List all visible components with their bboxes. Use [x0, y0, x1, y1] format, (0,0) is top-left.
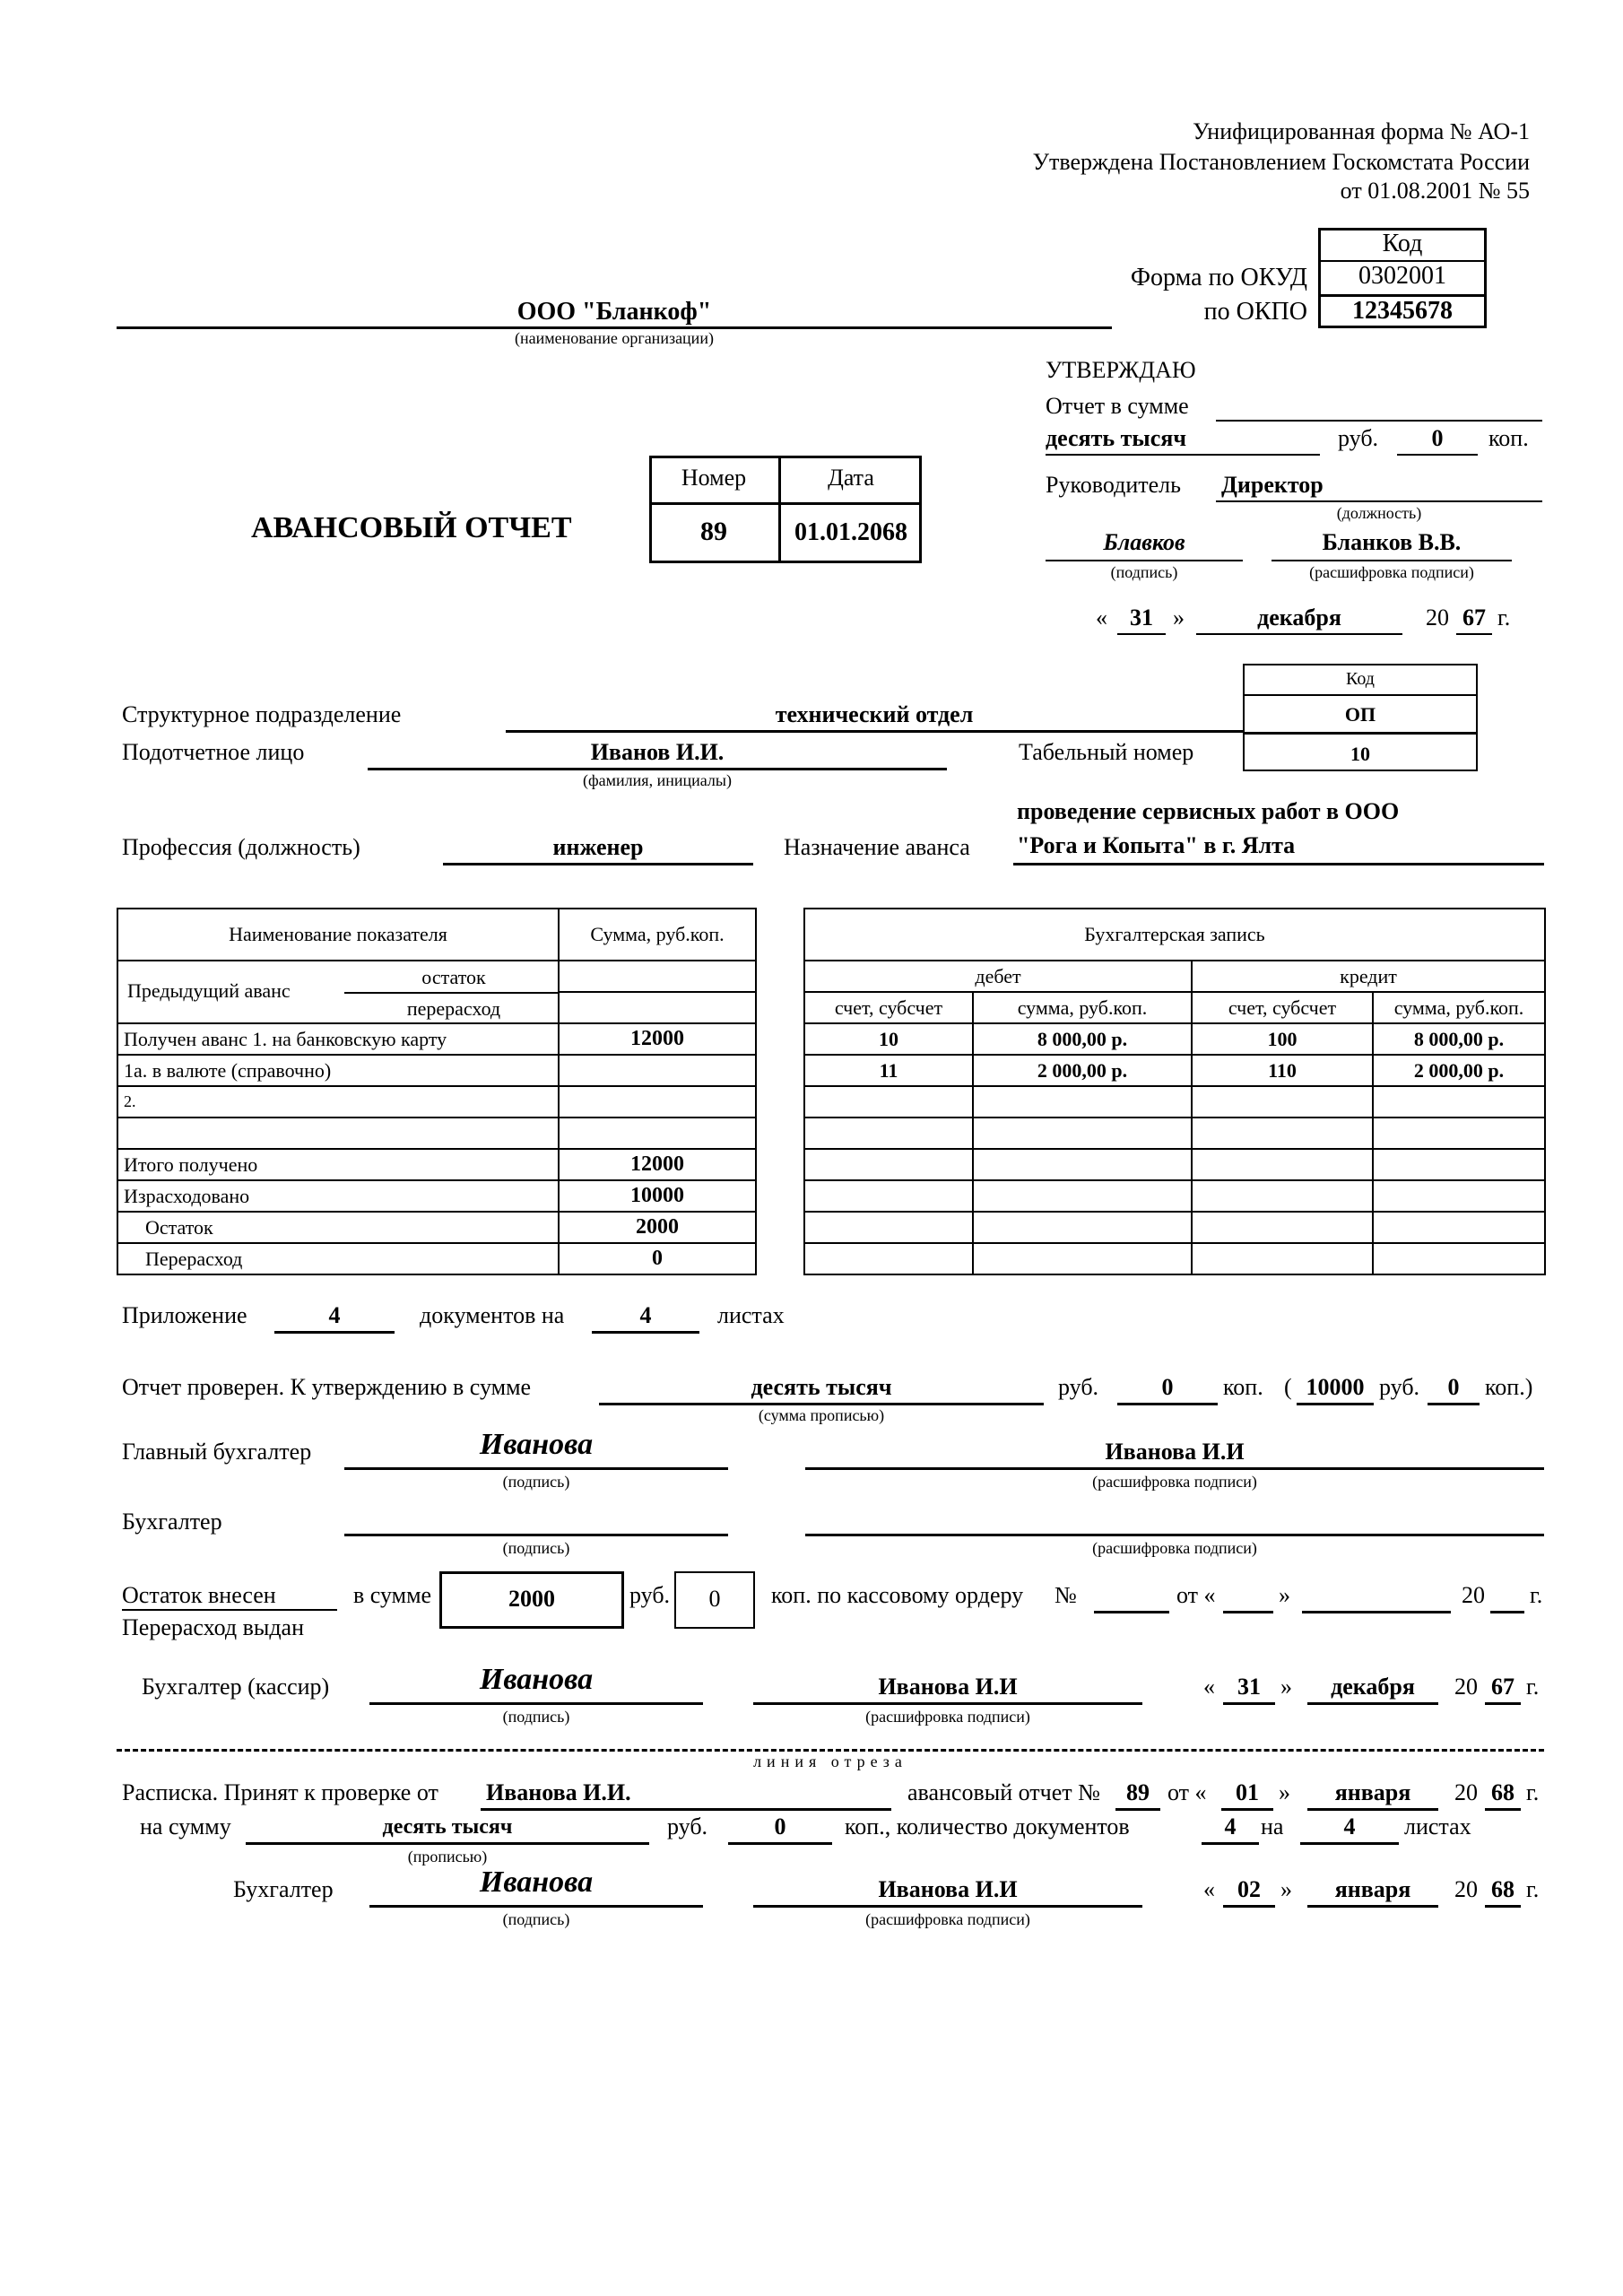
- receipt-day: 01: [1236, 1779, 1259, 1805]
- checked-rub: руб.: [1058, 1374, 1099, 1400]
- cashier-quote-close: »: [1280, 1674, 1292, 1700]
- receipt-year-suffix: г.: [1526, 1779, 1540, 1805]
- cash-rub: руб.: [629, 1582, 671, 1608]
- receipt-sheets-label: листах: [1404, 1813, 1471, 1839]
- attach-sheets: 4: [639, 1302, 652, 1328]
- position-caption: (должность): [1336, 504, 1422, 522]
- receipt-year-prefix-2: 20: [1454, 1876, 1478, 1902]
- tab-label: Табельный номер: [1019, 739, 1194, 765]
- receipt-year: 68: [1491, 1779, 1515, 1805]
- cashier-quote-open: «: [1203, 1674, 1215, 1700]
- receipt-on-label: на: [1261, 1813, 1284, 1839]
- receipt-year-suffix-2: г.: [1526, 1876, 1540, 1902]
- cash-pererashod-label: Перерасход выдан: [122, 1614, 305, 1640]
- receipt-sum-label: на сумму: [140, 1813, 231, 1839]
- receipt-kop: 0: [774, 1813, 786, 1839]
- cashier-year-suffix: г.: [1526, 1674, 1540, 1700]
- cut-line: [117, 1749, 1544, 1752]
- dept-value: технический отдел: [775, 701, 974, 727]
- approve-year-suffix: г.: [1497, 604, 1511, 631]
- checked-sum-words: десять тысяч: [751, 1374, 892, 1400]
- tab-number: 10: [1350, 743, 1370, 765]
- receipt-sum-words: десять тысяч: [382, 1815, 513, 1839]
- receipt-year2: 68: [1491, 1876, 1515, 1902]
- checked-kop2-label: коп.): [1485, 1374, 1533, 1400]
- person-value: Иванов И.И.: [590, 739, 725, 765]
- cashier-signature: Иванова: [479, 1663, 594, 1696]
- prof-label: Профессия (должность): [122, 834, 360, 860]
- advance-table: [117, 908, 757, 1275]
- table-row: 10 8 000,00 р. 100 8 000,00 р.: [804, 1023, 1545, 1055]
- checked-rub2: руб.: [1379, 1374, 1420, 1400]
- table-row: [117, 1118, 756, 1149]
- approve-quote-close: »: [1173, 604, 1185, 631]
- table-row: 11 2 000,00 р. 110 2 000,00 р.: [804, 1055, 1545, 1086]
- cash-sum: 2000: [508, 1586, 555, 1612]
- accountant-decoding-caption: (расшифровка подписи): [1092, 1539, 1257, 1557]
- cash-year-prefix: 20: [1462, 1582, 1485, 1608]
- receipt-kop-label: коп., количество документов: [845, 1813, 1130, 1839]
- approve-quote-open: «: [1096, 604, 1107, 631]
- ostatok-label: остаток: [421, 966, 486, 988]
- approve-sum-label: Отчет в сумме: [1046, 393, 1189, 419]
- prev-advance-label: Предыдущий аванс: [127, 979, 291, 1002]
- doc-number: 89: [700, 517, 727, 546]
- checked-kop2: 0: [1447, 1374, 1460, 1400]
- code-header: Код: [1382, 230, 1423, 257]
- doc-number-label: Номер: [681, 465, 747, 491]
- prof-value: инженер: [552, 834, 644, 860]
- cashier-year: 67: [1491, 1674, 1515, 1700]
- checked-sum-num: 10000: [1306, 1374, 1365, 1400]
- purpose-label: Назначение аванса: [784, 834, 970, 860]
- approve-kop-value: 0: [1431, 425, 1444, 451]
- receipt-year-prefix: 20: [1454, 1779, 1478, 1805]
- approve-year-prefix: 20: [1426, 604, 1449, 631]
- dept-label: Структурное подразделение: [122, 701, 402, 727]
- form-line-2: Утверждена Постановлением Госкомстата России: [1032, 149, 1530, 175]
- doc-title: АВАНСОВЫЙ ОТЧЕТ: [251, 511, 572, 544]
- credit-header: кредит: [1192, 961, 1545, 992]
- receipt-signature: Иванова: [479, 1866, 594, 1899]
- person-label: Подотчетное лицо: [122, 739, 305, 765]
- accountant-signature-caption: (подпись): [502, 1539, 570, 1557]
- okud-label: Форма по ОКУД: [1130, 264, 1307, 291]
- cash-year-suffix: г.: [1530, 1582, 1543, 1608]
- accountant-label: Бухгалтер: [122, 1509, 222, 1535]
- doc-date-label: Дата: [828, 465, 874, 491]
- attach-sheets-label: листах: [717, 1302, 785, 1328]
- person-code-label: Код: [1346, 669, 1375, 689]
- org-caption: (наименование организации): [515, 329, 714, 347]
- table-row: Остаток 2000: [117, 1212, 756, 1243]
- receipt-sheets: 4: [1343, 1813, 1356, 1839]
- cash-ostatok-label: Остаток внесен: [122, 1582, 276, 1608]
- chief-signature: Иванова: [479, 1428, 594, 1461]
- person-caption: (фамилия, инициалы): [583, 771, 732, 789]
- org-name: ООО "Бланкоф": [516, 298, 712, 326]
- pererashod-label: перерасход: [406, 997, 501, 1020]
- attach-docs: 4: [328, 1302, 341, 1328]
- receipt-from-label: от «: [1167, 1779, 1207, 1805]
- doc-date: 01.01.2068: [794, 518, 907, 546]
- okud-value: 0302001: [1358, 262, 1446, 290]
- attach-docs-label: документов на: [420, 1302, 565, 1328]
- receipt-month: января: [1334, 1779, 1411, 1805]
- head-signature: Блавков: [1103, 529, 1185, 555]
- cashier-signature-caption: (подпись): [502, 1708, 570, 1726]
- approve-month: декабря: [1257, 604, 1341, 631]
- cashier-year-prefix: 20: [1454, 1674, 1478, 1700]
- table-row: Получен аванс 1. на банковскую карту 12000: [117, 1023, 756, 1055]
- col-sum-header: Сумма, руб.коп.: [559, 909, 756, 961]
- receipt-decoding-caption: (расшифровка подписи): [865, 1910, 1030, 1928]
- chief-decoding-caption: (расшифровка подписи): [1092, 1473, 1257, 1491]
- cash-kop: 0: [708, 1586, 721, 1612]
- col-name-header: Наименование показателя: [117, 909, 559, 961]
- receipt-quote-open: «: [1203, 1876, 1215, 1902]
- receipt-label: Расписка. Принят к проверке от: [122, 1779, 438, 1805]
- cashier-label: Бухгалтер (кассир): [142, 1674, 330, 1700]
- chief-signature-caption: (подпись): [502, 1473, 570, 1491]
- debit-header: дебет: [804, 961, 1192, 992]
- receipt-docs: 4: [1224, 1813, 1237, 1839]
- table-row: Израсходовано 10000: [117, 1180, 756, 1212]
- purpose-line-1: проведение сервисных работ в ООО: [1017, 798, 1400, 824]
- table-row: 2.: [117, 1086, 756, 1118]
- receipt-report-label: авансовый отчет №: [907, 1779, 1100, 1805]
- table-row: Итого получено 12000: [117, 1149, 756, 1180]
- checked-kop: 0: [1161, 1374, 1174, 1400]
- form-line-3: от 01.08.2001 № 55: [1340, 178, 1530, 204]
- approve-sum-words: десять тысяч: [1046, 425, 1186, 451]
- checked-label: Отчет проверен. К утверждению в сумме: [122, 1374, 532, 1400]
- table-row: 1а. в валюте (справочно): [117, 1055, 756, 1086]
- dept-code: ОП: [1344, 703, 1376, 726]
- approve-title: УТВЕРЖДАЮ: [1046, 357, 1196, 383]
- table-row: Перерасход 0: [117, 1243, 756, 1274]
- cash-sum-label: в сумме: [353, 1582, 432, 1608]
- approve-rub: руб.: [1338, 425, 1379, 451]
- accounting-title: Бухгалтерская запись: [804, 909, 1545, 961]
- chief-label: Главный бухгалтер: [122, 1439, 312, 1465]
- receipt-month2: января: [1334, 1876, 1411, 1902]
- receipt-acc-label: Бухгалтер: [233, 1876, 334, 1902]
- checked-paren: (: [1284, 1374, 1292, 1400]
- receipt-quote-close: »: [1279, 1779, 1290, 1805]
- purpose-line-2: "Рога и Копыта" в г. Ялта: [1017, 832, 1296, 858]
- checked-sum-caption: (сумма прописью): [758, 1406, 885, 1424]
- cashier-decoding: Иванова И.И: [878, 1674, 1018, 1700]
- cash-quote-close: »: [1279, 1582, 1290, 1608]
- head-signature-caption: (подпись): [1110, 563, 1178, 581]
- receipt-sum-caption: (прописью): [407, 1848, 488, 1866]
- head-label: Руководитель: [1046, 472, 1181, 498]
- head-decoding: Бланков В.В.: [1322, 529, 1462, 555]
- receipt-rub: руб.: [667, 1813, 708, 1839]
- attach-label: Приложение: [122, 1302, 247, 1328]
- okpo-label: по ОКПО: [1203, 298, 1307, 326]
- receipt-day2: 02: [1237, 1876, 1261, 1902]
- cut-line-label: линия отреза: [753, 1752, 907, 1770]
- cashier-month: декабря: [1331, 1674, 1415, 1700]
- approve-year: 67: [1462, 604, 1486, 631]
- cashier-day: 31: [1237, 1674, 1261, 1700]
- cash-order-label: коп. по кассовому ордеру: [771, 1582, 1024, 1608]
- head-decoding-caption: (расшифровка подписи): [1309, 563, 1474, 581]
- cash-num-label: №: [1055, 1582, 1077, 1608]
- cash-from-label: от «: [1176, 1582, 1216, 1608]
- cashier-decoding-caption: (расшифровка подписи): [865, 1708, 1030, 1726]
- approve-day: 31: [1130, 604, 1153, 631]
- receipt-signature-caption: (подпись): [502, 1910, 570, 1928]
- head-position: Директор: [1221, 472, 1324, 498]
- receipt-from-person: Иванова И.И.: [486, 1779, 631, 1805]
- chief-decoding: Иванова И.И: [1105, 1439, 1245, 1465]
- approve-kop-label: коп.: [1488, 425, 1529, 451]
- checked-kop-label: коп.: [1223, 1374, 1263, 1400]
- receipt-decoding: Иванова И.И: [878, 1876, 1018, 1902]
- receipt-quote-close-2: »: [1280, 1876, 1292, 1902]
- form-line-1: Унифицированная форма № АО-1: [1193, 118, 1530, 144]
- accounting-table: Бухгалтерская запись дебет кредит счет, субсчет сумма, руб.коп. счет, субсчет сумма, руб.коп. 10 8 000,00 р. 100 8 000,00 р. 11 2 000,00 р. 110 2 000,00 р.: [803, 908, 1546, 1275]
- receipt-report-no: 89: [1126, 1779, 1150, 1805]
- okpo-value: 12345678: [1352, 297, 1453, 325]
